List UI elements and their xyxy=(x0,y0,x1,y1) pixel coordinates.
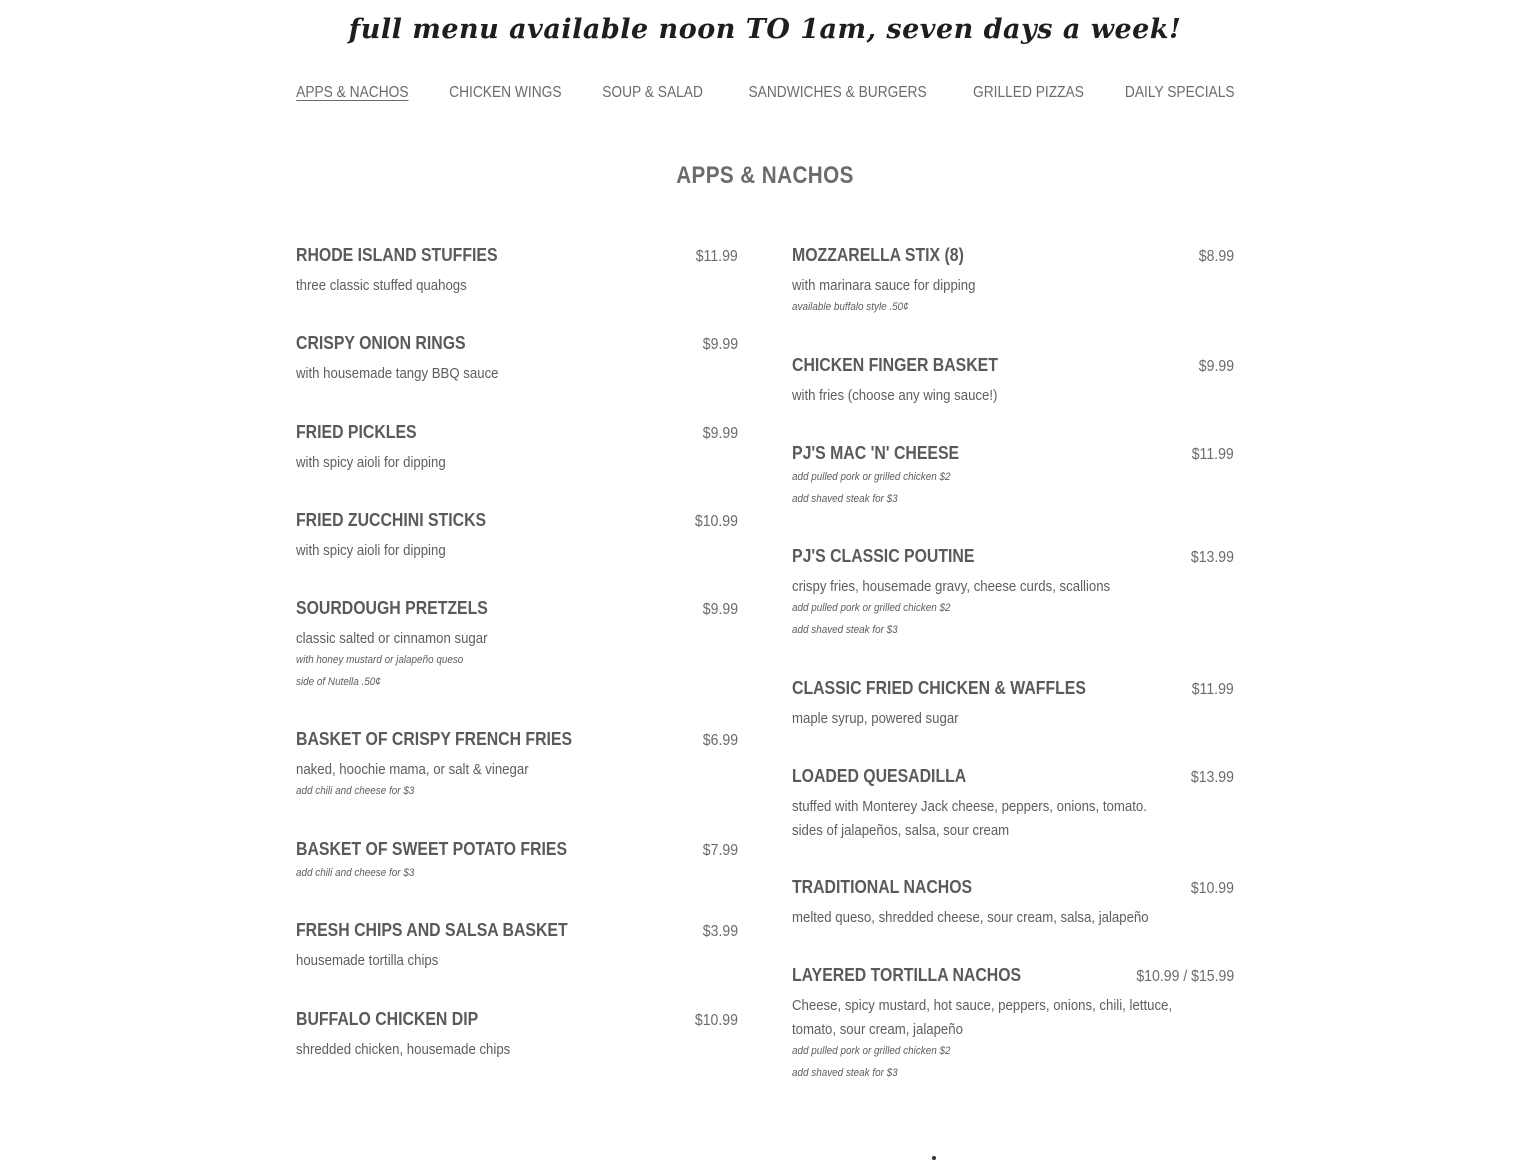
item-description: classic salted or cinnamon sugar xyxy=(296,630,488,647)
item-name: FRESH CHIPS AND SALSA BASKET xyxy=(296,920,568,940)
item-price: $13.99 xyxy=(1190,549,1234,566)
item-name: CLASSIC FRIED CHICKEN & WAFFLES xyxy=(792,678,1086,698)
item-price: $6.99 xyxy=(702,732,738,749)
item-name: PJ'S CLASSIC POUTINE xyxy=(792,546,975,566)
item-price: $9.99 xyxy=(702,336,738,353)
menu-category-nav xyxy=(0,84,1530,102)
item-name: PJ'S MAC 'N' CHEESE xyxy=(792,443,960,463)
nav-apps-nachos[interactable]: APPS & NACHOS xyxy=(295,84,409,101)
item-note: add shaved steak for $3 xyxy=(792,493,898,505)
item-description: with spicy aioli for dipping xyxy=(296,454,446,471)
item-price: $9.99 xyxy=(702,601,738,618)
item-description: maple syrup, powered sugar xyxy=(792,710,959,727)
item-price: $10.99 xyxy=(694,1012,738,1029)
item-note: side of Nutella .50¢ xyxy=(296,676,381,688)
item-price: $9.99 xyxy=(702,425,738,442)
item-name: RHODE ISLAND STUFFIES xyxy=(296,245,498,265)
item-description: with housemade tangy BBQ sauce xyxy=(296,365,499,382)
item-name: TRADITIONAL NACHOS xyxy=(792,877,973,897)
item-price: $8.99 xyxy=(1198,248,1234,265)
menu-item xyxy=(296,422,738,475)
menu-item xyxy=(792,245,1234,318)
nav-chicken-wings[interactable]: CHICKEN WINGS xyxy=(449,84,562,101)
section-title: APPS & NACHOS xyxy=(676,162,854,189)
item-price: $9.99 xyxy=(1198,358,1234,375)
item-name: FRIED ZUCCHINI STICKS xyxy=(296,510,487,530)
item-description: with marinara sauce for dipping xyxy=(792,277,976,294)
item-price: $7.99 xyxy=(702,842,738,859)
item-price: $3.99 xyxy=(702,923,738,940)
item-name: FRIED PICKLES xyxy=(296,422,417,442)
next-section-marker xyxy=(932,1156,936,1160)
menu-item xyxy=(296,729,738,802)
item-price: $11.99 xyxy=(1191,446,1234,463)
item-name: BASKET OF CRISPY FRENCH FRIES xyxy=(296,729,573,749)
item-name: CHICKEN FINGER BASKET xyxy=(792,355,998,375)
item-price: $10.99 xyxy=(1190,880,1234,897)
item-name: BUFFALO CHICKEN DIP xyxy=(296,1009,479,1029)
item-description: melted queso, shredded cheese, sour cream, salsa, jalapeño xyxy=(792,909,1149,926)
item-price: $10.99 xyxy=(694,513,738,530)
menu-item xyxy=(792,678,1234,731)
item-note: add pulled pork or grilled chicken $2 xyxy=(792,1045,951,1057)
item-note: add shaved steak for $3 xyxy=(792,1067,898,1079)
menu-item xyxy=(792,766,1234,843)
item-name: SOURDOUGH PRETZELS xyxy=(296,598,488,618)
item-name: MOZZARELLA STIX (8) xyxy=(792,245,964,265)
item-price: $11.99 xyxy=(695,248,738,265)
nav-soup-salad[interactable]: SOUP & SALAD xyxy=(602,84,703,101)
menu-item xyxy=(792,965,1234,1084)
nav-sandwiches-burgers[interactable]: SANDWICHES & BURGERS xyxy=(748,84,927,101)
item-note: add pulled pork or grilled chicken $2 xyxy=(792,602,951,614)
item-description: Cheese, spicy mustard, hot sauce, peppers, onions, chili, lettuce, tomato, sour cream, jalapeño xyxy=(792,997,1173,1038)
item-description: crispy fries, housemade gravy, cheese curds, scallions xyxy=(792,578,1111,595)
item-description: three classic stuffed quahogs xyxy=(296,277,467,294)
menu-item xyxy=(296,920,738,973)
item-note: add chili and cheese for $3 xyxy=(296,785,415,797)
item-description: with spicy aioli for dipping xyxy=(296,542,446,559)
item-name: CRISPY ONION RINGS xyxy=(296,333,466,353)
item-price: $11.99 xyxy=(1191,681,1234,698)
item-description: housemade tortilla chips xyxy=(296,952,439,969)
item-description: shredded chicken, housemade chips xyxy=(296,1041,511,1058)
menu-item xyxy=(296,245,738,298)
menu-item xyxy=(792,546,1234,641)
item-price: $10.99 / $15.99 xyxy=(1136,968,1234,985)
menu-item xyxy=(296,510,738,563)
item-name: LAYERED TORTILLA NACHOS xyxy=(792,965,1022,985)
item-note: add pulled pork or grilled chicken $2 xyxy=(792,471,951,483)
menu-item xyxy=(296,839,738,884)
nav-daily-specials[interactable]: DAILY SPECIALS xyxy=(1124,84,1235,101)
item-name: LOADED QUESADILLA xyxy=(792,766,967,786)
item-description: stuffed with Monterey Jack cheese, peppers, onions, tomato. sides of jalapeños, salsa, sour cream xyxy=(792,798,1147,839)
menu-item xyxy=(296,333,738,386)
menu-item xyxy=(792,877,1234,930)
nav-grilled-pizzas[interactable]: GRILLED PIZZAS xyxy=(973,84,1085,101)
item-price: $13.99 xyxy=(1190,769,1234,786)
item-note: with honey mustard or jalapeño queso xyxy=(296,654,464,666)
item-note: add shaved steak for $3 xyxy=(792,624,898,636)
item-note: add chili and cheese for $3 xyxy=(296,867,415,879)
item-note: available buffalo style .50¢ xyxy=(792,301,909,313)
item-description: with fries (choose any wing sauce!) xyxy=(792,387,998,404)
menu-item xyxy=(792,443,1234,510)
menu-item xyxy=(296,1009,738,1062)
item-name: BASKET OF SWEET POTATO FRIES xyxy=(296,839,568,859)
hours-banner: full menu available noon TO 1am, seven days a week! xyxy=(348,14,1182,45)
menu-item xyxy=(792,355,1234,408)
item-description: naked, hoochie mama, or salt & vinegar xyxy=(296,761,529,778)
menu-item xyxy=(296,598,738,693)
